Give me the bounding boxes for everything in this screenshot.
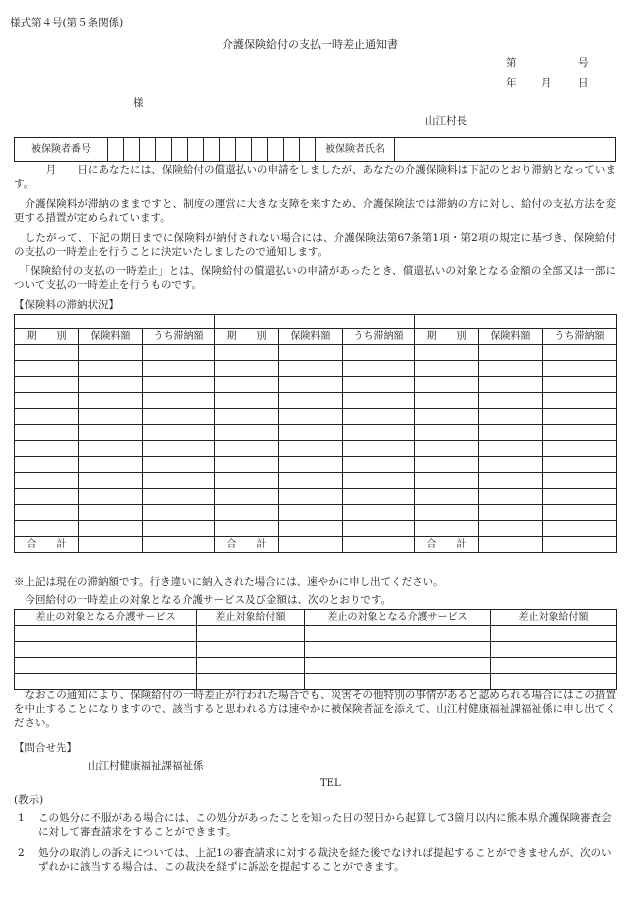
- arrears-row: [15, 345, 617, 361]
- arrears-cell: [15, 345, 79, 361]
- arrears-cell: [215, 409, 279, 425]
- arrears-cell: [479, 505, 543, 521]
- arrears-cell: [479, 457, 543, 473]
- arrears-total-label: 合 計: [215, 537, 279, 553]
- arrears-cell: [343, 521, 415, 537]
- arrears-row: [15, 505, 617, 521]
- arrears-cell: [343, 345, 415, 361]
- arrears-cell: [215, 425, 279, 441]
- arrears-cell: [79, 457, 143, 473]
- document-title: 介護保険給付の支払一時差止通知書: [222, 38, 398, 51]
- arrears-cell: [215, 345, 279, 361]
- insured-info-table: [14, 137, 616, 162]
- instruction-number: 2: [18, 847, 25, 859]
- arrears-total-row: [15, 537, 617, 553]
- recipient-suffix: 様: [133, 97, 144, 109]
- arrears-cell: [279, 409, 343, 425]
- arrears-cell: [79, 505, 143, 521]
- arrears-cell: [143, 457, 215, 473]
- arrears-cell: [15, 393, 79, 409]
- arrears-cell: [215, 473, 279, 489]
- insured-number-cell: [220, 138, 236, 162]
- instruction-text: この処分に不服がある場合には、この処分があったことを知った日の翌日から起算して3箇月以内に熊本県介護保険審査会に対して審査請求をすることができます。: [38, 812, 612, 839]
- arrears-cell: [215, 521, 279, 537]
- arrears-note: ※上記は現在の滞納額です。行き違いに納入された場合には、速やかに申し出てください。: [14, 576, 444, 588]
- suspension-intro: 今回給付の一時差止の対象となる介護サービス及び金額は、次のとおりです。: [14, 594, 392, 606]
- arrears-cell: [279, 521, 343, 537]
- arrears-cell: [479, 425, 543, 441]
- contact-tel: TEL: [320, 778, 341, 789]
- arrears-cell: [215, 505, 279, 521]
- arrears-cell: [543, 361, 617, 377]
- arrears-cell: [415, 457, 479, 473]
- arrears-cell: [79, 425, 143, 441]
- arrears-cell: [543, 409, 617, 425]
- suspension-cell: [197, 658, 305, 674]
- arrears-cell: [543, 393, 617, 409]
- insured-number-cell: [156, 138, 172, 162]
- suspension-header: 差止の対象となる介護サービス: [305, 610, 491, 626]
- suspension-header: 差止対象給付額: [197, 610, 305, 626]
- contact-heading: 【問合せ先】: [14, 742, 77, 754]
- arrears-cell: [143, 521, 215, 537]
- arrears-cell: [79, 473, 143, 489]
- intro-paragraph: 介護保険料が滞納のままですと、制度の運営に大きな支障を来すため、介護保険法では滞納の方に対し、給付の支払方法を変更する措置が定められています。: [14, 198, 616, 225]
- arrears-cell: [479, 361, 543, 377]
- arrears-cell: [215, 377, 279, 393]
- arrears-cell: [415, 393, 479, 409]
- suspension-header: 差止対象給付額: [491, 610, 617, 626]
- insured-name-label: 被保険者氏名: [316, 138, 395, 162]
- insured-number-cell: [300, 138, 316, 162]
- suspension-cell: [197, 642, 305, 658]
- arrears-group-cell: [215, 315, 415, 329]
- arrears-cell: [543, 505, 617, 521]
- arrears-cell: [79, 377, 143, 393]
- insured-number-cell: [124, 138, 140, 162]
- arrears-cell: [279, 361, 343, 377]
- arrears-cell: [279, 505, 343, 521]
- arrears-cell: [343, 393, 415, 409]
- arrears-cell: [215, 441, 279, 457]
- arrears-cell: [143, 425, 215, 441]
- suspension-cell: [491, 642, 617, 658]
- arrears-cell: [79, 393, 143, 409]
- arrears-row: [15, 393, 617, 409]
- arrears-cell: [15, 425, 79, 441]
- arrears-cell: [15, 377, 79, 393]
- instruction-item: [18, 846, 616, 874]
- instruction-heading: (教示): [14, 794, 44, 806]
- arrears-cell: [543, 489, 617, 505]
- arrears-row: [15, 489, 617, 505]
- arrears-cell: [79, 345, 143, 361]
- arrears-cell: [343, 473, 415, 489]
- closing-paragraph: なおこの通知により、保険給付の一時差止が行われた場合でも、災害その他特別の事情があると認められる場合にはこの措置を中止することになりますので、該当すると思われる方は速やかに被保険者証を添えて、山江村健康福祉課福祉係に申し出てください。: [14, 689, 616, 730]
- arrears-cell: [279, 393, 343, 409]
- arrears-cell: [15, 489, 79, 505]
- suspension-cell: [491, 658, 617, 674]
- arrears-cell: [143, 505, 215, 521]
- arrears-total-label: 合 計: [15, 537, 79, 553]
- arrears-cell: [415, 441, 479, 457]
- arrears-cell: [415, 473, 479, 489]
- issuer-name: 山江村長: [425, 115, 467, 127]
- intro-paragraph: したがって、下記の期日までに保険料が納付されない場合には、介護保険法第67条第1項・第2項の規定に基づき、保険給付の支払の一時差止を行うことに決定いたしましたので通知します。: [14, 232, 616, 259]
- insured-name-value: [395, 138, 616, 162]
- insured-number-cell: [204, 138, 220, 162]
- insured-number-cell: [268, 138, 284, 162]
- arrears-cell: [215, 457, 279, 473]
- form-label: 様式第４号(第５条関係): [10, 17, 124, 29]
- arrears-cell: [343, 489, 415, 505]
- arrears-cell: [143, 377, 215, 393]
- arrears-cell: [279, 457, 343, 473]
- arrears-cell: [143, 393, 215, 409]
- arrears-cell: [415, 409, 479, 425]
- arrears-cell: [15, 457, 79, 473]
- arrears-cell: [143, 361, 215, 377]
- arrears-row: [15, 377, 617, 393]
- arrears-cell: [415, 521, 479, 537]
- intro-paragraph: 月 日にあなたには、保険給付の償還払いの申請をしましたが、あなたの介護保険料は下記のとおり滞納となっています。: [14, 164, 616, 191]
- insured-number-cell: [108, 138, 124, 162]
- suspension-cell: [15, 642, 197, 658]
- arrears-cell: [343, 377, 415, 393]
- arrears-row: [15, 361, 617, 377]
- arrears-cell: [279, 489, 343, 505]
- insured-number-cell: [252, 138, 268, 162]
- insured-number-cell: [236, 138, 252, 162]
- arrears-cell: [479, 489, 543, 505]
- arrears-cell: [279, 441, 343, 457]
- suspension-cell: [15, 626, 197, 642]
- arrears-cell: [143, 345, 215, 361]
- arrears-row: [15, 521, 617, 537]
- arrears-cell: [479, 409, 543, 425]
- arrears-cell: [79, 537, 143, 553]
- arrears-row: [15, 441, 617, 457]
- arrears-header: 保険料額: [479, 329, 543, 345]
- arrears-cell: [15, 409, 79, 425]
- suspension-cell: [305, 642, 491, 658]
- instruction-text: 処分の取消しの訴えについては、上記1の審査請求に対する裁決を経た後でなければ提起することができませんが、次のいずれかに該当する場合は、この裁決を経ずに訴訟を提起することができます。: [38, 847, 612, 874]
- arrears-heading: 【保険料の滞納状況】: [14, 299, 119, 311]
- arrears-cell: [543, 377, 617, 393]
- arrears-cell: [343, 457, 415, 473]
- date-day: 日: [578, 77, 589, 89]
- arrears-row: [15, 409, 617, 425]
- arrears-cell: [415, 377, 479, 393]
- arrears-row: [15, 425, 617, 441]
- suspension-table: [14, 609, 617, 690]
- arrears-cell: [143, 441, 215, 457]
- arrears-cell: [543, 345, 617, 361]
- arrears-cell: [543, 537, 617, 553]
- suspension-cell: [197, 626, 305, 642]
- number-go: 号: [578, 57, 589, 69]
- suspension-cell: [305, 626, 491, 642]
- arrears-header: 期 別: [15, 329, 79, 345]
- arrears-cell: [15, 521, 79, 537]
- suspension-header: 差止の対象となる介護サービス: [15, 610, 197, 626]
- suspension-cell: [305, 658, 491, 674]
- arrears-total-label: 合 計: [415, 537, 479, 553]
- arrears-row: [15, 457, 617, 473]
- arrears-header: うち滞納額: [543, 329, 617, 345]
- arrears-cell: [479, 537, 543, 553]
- arrears-cell: [15, 505, 79, 521]
- arrears-cell: [343, 505, 415, 521]
- arrears-cell: [15, 473, 79, 489]
- instruction-item: [18, 811, 616, 839]
- arrears-cell: [543, 521, 617, 537]
- arrears-cell: [143, 537, 215, 553]
- arrears-header: 保険料額: [79, 329, 143, 345]
- arrears-cell: [343, 441, 415, 457]
- suspension-cell: [491, 626, 617, 642]
- arrears-cell: [479, 473, 543, 489]
- arrears-cell: [343, 425, 415, 441]
- arrears-cell: [279, 425, 343, 441]
- arrears-cell: [79, 489, 143, 505]
- arrears-cell: [343, 537, 415, 553]
- instruction-number: 1: [18, 812, 25, 824]
- date-month: 月: [541, 77, 552, 89]
- arrears-cell: [79, 441, 143, 457]
- arrears-cell: [543, 473, 617, 489]
- arrears-header: 期 別: [415, 329, 479, 345]
- arrears-header: うち滞納額: [143, 329, 215, 345]
- arrears-group-cell: [415, 315, 617, 329]
- suspension-cell: [15, 658, 197, 674]
- arrears-cell: [79, 521, 143, 537]
- arrears-cell: [543, 457, 617, 473]
- arrears-cell: [215, 393, 279, 409]
- arrears-cell: [279, 537, 343, 553]
- arrears-cell: [79, 361, 143, 377]
- intro-paragraph: 「保険給付の支払の一時差止」とは、保険給付の償還払いの申請があったとき、償還払いの対象となる金額の全部又は一部について支払の一時差止を行うものです。: [14, 265, 616, 292]
- arrears-cell: [479, 377, 543, 393]
- arrears-cell: [479, 441, 543, 457]
- arrears-header: 期 別: [215, 329, 279, 345]
- arrears-cell: [415, 425, 479, 441]
- arrears-cell: [79, 409, 143, 425]
- arrears-cell: [415, 505, 479, 521]
- arrears-cell: [279, 345, 343, 361]
- arrears-cell: [343, 361, 415, 377]
- arrears-cell: [415, 489, 479, 505]
- arrears-cell: [215, 361, 279, 377]
- arrears-cell: [415, 345, 479, 361]
- arrears-cell: [143, 489, 215, 505]
- insured-number-cell: [172, 138, 188, 162]
- arrears-header-row: [15, 329, 617, 345]
- arrears-cell: [279, 377, 343, 393]
- arrears-cell: [343, 409, 415, 425]
- arrears-cell: [479, 393, 543, 409]
- arrears-cell: [15, 361, 79, 377]
- arrears-cell: [479, 521, 543, 537]
- arrears-cell: [143, 473, 215, 489]
- number-dai: 第: [506, 57, 517, 69]
- arrears-table: [14, 314, 617, 553]
- arrears-cell: [215, 489, 279, 505]
- arrears-spacer-row: [15, 315, 617, 329]
- arrears-cell: [143, 409, 215, 425]
- insured-number-cell: [188, 138, 204, 162]
- date-year: 年: [506, 77, 517, 89]
- arrears-cell: [479, 345, 543, 361]
- arrears-header: うち滞納額: [343, 329, 415, 345]
- insured-number-cell: [140, 138, 156, 162]
- arrears-cell: [15, 441, 79, 457]
- arrears-cell: [415, 361, 479, 377]
- arrears-group-cell: [15, 315, 215, 329]
- arrears-cell: [279, 473, 343, 489]
- contact-office: 山江村健康福祉課福祉係: [88, 760, 204, 772]
- insured-number-label: 被保険者番号: [15, 138, 108, 162]
- arrears-cell: [543, 441, 617, 457]
- arrears-cell: [543, 425, 617, 441]
- arrears-row: [15, 473, 617, 489]
- arrears-header: 保険料額: [279, 329, 343, 345]
- insured-number-cell: [284, 138, 300, 162]
